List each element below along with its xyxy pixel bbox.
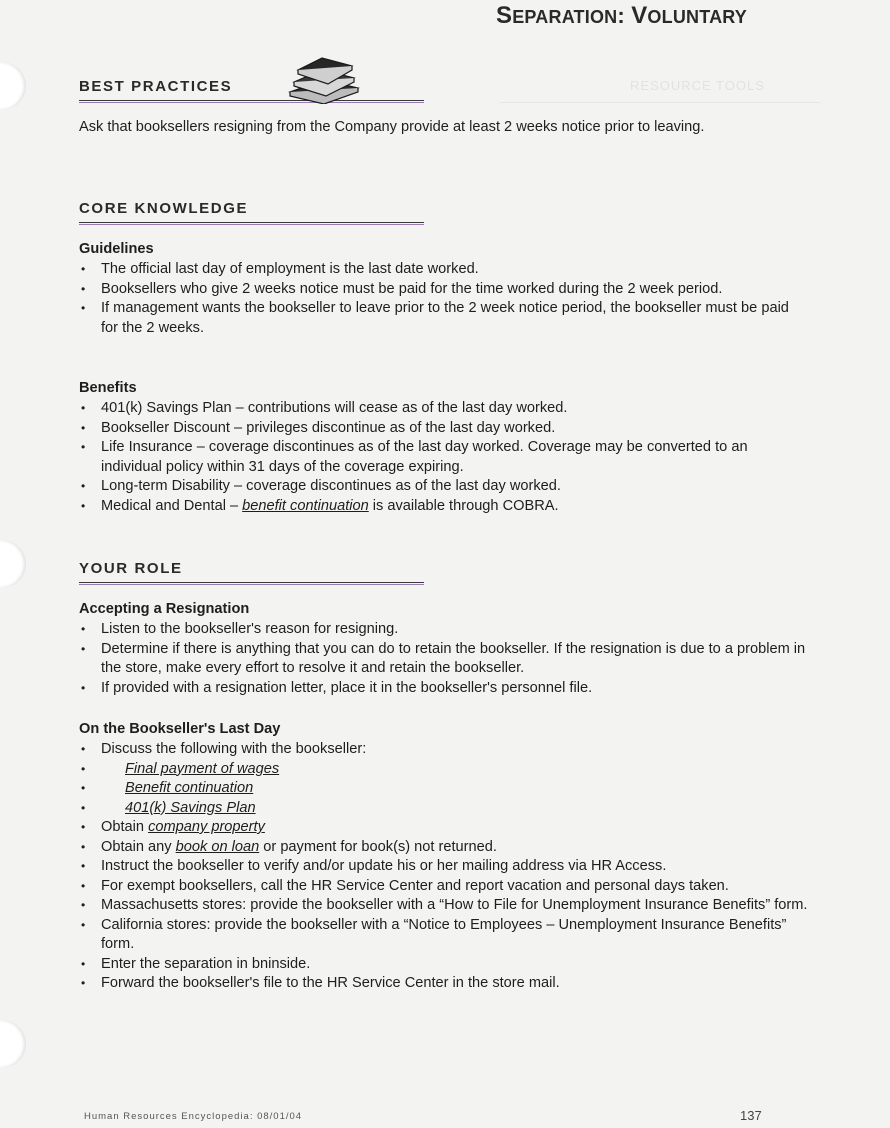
benefit-continuation-link[interactable]: benefit continuation [242, 497, 369, 514]
list-item: • Massachusetts stores: provide the bookseller with a “How to File for Unemployment Insurance Benefits” form. [79, 896, 809, 916]
list-item: • Enter the separation in bninside. [79, 955, 809, 975]
sub-list-item [79, 779, 809, 799]
list-item: • Determine if there is anything that you can do to retain the bookseller. If the resignation is due to a problem in the store, make every effort to resolve it and retain the bookseller. [79, 640, 809, 679]
show-through-text: RESOURCE TOOLS [630, 78, 765, 93]
list-item: • Booksellers who give 2 weeks notice must be paid for the time worked during the 2 week period. [79, 280, 809, 300]
book-on-loan-link[interactable]: book on loan [175, 838, 260, 855]
guidelines-heading: Guidelines [79, 241, 154, 257]
page-number: 137 [740, 1108, 762, 1123]
sub-list-item [79, 760, 809, 780]
accepting-resignation-list [79, 620, 809, 698]
list-item: • For exempt booksellers, call the HR Service Center and report vacation and personal days taken. [79, 877, 809, 897]
list-item: • Listen to the bookseller's reason for resigning. [79, 620, 809, 640]
final-payment-link[interactable]: Final payment of wages [125, 760, 280, 777]
medical-dental-suffix: is available through COBRA. [368, 497, 559, 514]
binder-hole-bottom [0, 1020, 26, 1068]
best-practices-text: Ask that booksellers resigning from the Company provide at least 2 weeks notice prior to leaving. [79, 119, 705, 135]
guidelines-list [79, 260, 809, 338]
obtain-prefix: Obtain [101, 819, 149, 835]
obtain-any-suffix: or payment for book(s) not returned. [259, 838, 497, 855]
list-item: • California stores: provide the bookseller with a “Notice to Employees – Unemployment Insurance Benefits” form. [79, 916, 809, 955]
company-property-link[interactable]: company property [148, 819, 265, 835]
core-knowledge-accent-rule [79, 224, 424, 225]
list-item: • Bookseller Discount – privileges discontinue as of the last day worked. [79, 419, 809, 439]
discuss-text: Discuss the following with the bookseller: [101, 741, 367, 757]
binder-hole-top [0, 62, 26, 110]
benefits-list [79, 399, 809, 516]
savings-plan-link[interactable]: 401(k) Savings Plan [125, 799, 256, 816]
footer-text: Human Resources Encyclopedia: 08/01/04 [84, 1111, 303, 1122]
show-through-rule [500, 102, 820, 103]
accepting-resignation-heading: Accepting a Resignation [79, 601, 250, 617]
list-item [79, 740, 809, 760]
obtain-any-prefix: Obtain any [101, 838, 176, 855]
list-item [79, 497, 809, 517]
your-role-accent-rule [79, 584, 424, 585]
list-item: • If provided with a resignation letter, place it in the bookseller's personnel file. [79, 679, 809, 699]
medical-dental-prefix: Medical and Dental – [101, 497, 243, 514]
list-item: • Long-term Disability – coverage discontinues as of the last day worked. [79, 477, 809, 497]
your-role-heading: YOUR ROLE [79, 560, 424, 583]
binder-hole-middle [0, 540, 26, 588]
list-item: • The official last day of employment is the last date worked. [79, 260, 809, 280]
stack-of-books-icon [284, 52, 362, 104]
list-item: • Life Insurance – coverage discontinues as of the last day worked. Coverage may be converted to an individual policy within 31 days of the coverage expiring. [79, 438, 809, 477]
best-practices-accent-rule [79, 102, 424, 103]
last-day-heading: On the Bookseller's Last Day [79, 721, 281, 737]
list-item [79, 818, 809, 838]
list-item [79, 838, 809, 858]
benefit-continuation-sub-link[interactable]: Benefit continuation [125, 780, 254, 796]
core-knowledge-heading: CORE KNOWLEDGE [79, 200, 424, 223]
best-practices-heading: BEST PRACTICES [79, 78, 424, 101]
list-item: • Forward the bookseller's file to the HR Service Center in the store mail. [79, 974, 809, 994]
list-item: • Instruct the bookseller to verify and/or update his or her mailing address via HR Access. [79, 857, 809, 877]
benefits-heading: Benefits [79, 380, 137, 396]
last-day-list [79, 740, 809, 994]
page-title: SEPARATION: VOLUNTARY [496, 2, 748, 29]
sub-list-item [79, 799, 809, 819]
list-item: • If management wants the bookseller to leave prior to the 2 week notice period, the bookseller must be paid for the 2 weeks. [79, 299, 809, 338]
list-item: • 401(k) Savings Plan – contributions will cease as of the last day worked. [79, 399, 809, 419]
